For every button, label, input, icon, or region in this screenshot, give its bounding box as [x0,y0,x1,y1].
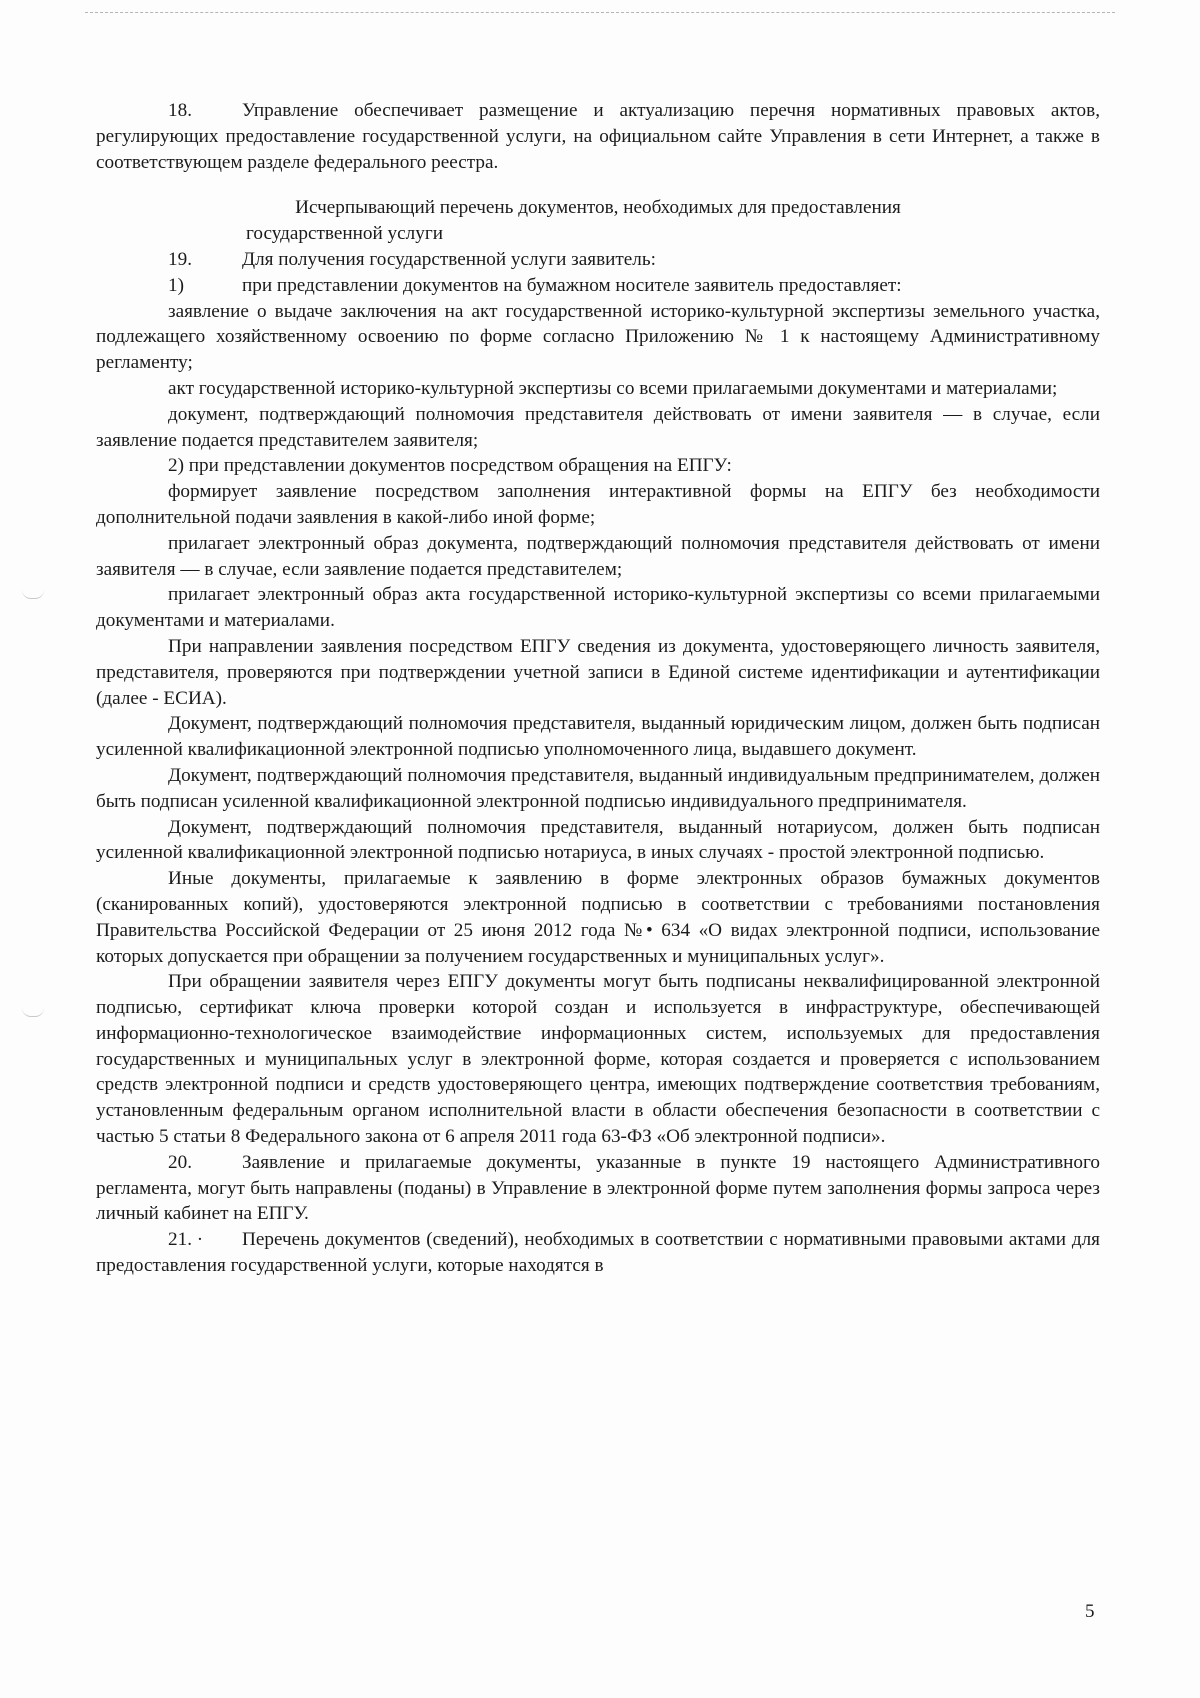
page-number: 5 [1085,1601,1095,1622]
paragraph-other-documents: Иные документы, прилагаемые к заявлению в форме электронных образов бумажных документов (сканированных копий), удостоверяются электронной подписью в соответствии с требованиями постановления Правительства Российской Федерации от 25 июня 2012 года №• 634 «О видах электронной подписи, использование которых допускается при обращении за получением государственных и муниципальных услуг». [96,868,1100,967]
paragraph-application: заявление о выдаче заключения на акт государственной историко-культурной экспертизы земельного участка, подлежащего хозяйственному освоению по форме согласно Приложению № 1 к настоящему Административному регламенту; [96,300,1100,374]
paragraph-image-act: прилагает электронный образ акта государственной историко-культурной экспертизы со всеми прилагаемыми документами и материалами. [96,584,1100,632]
section-heading: Исчерпывающий перечень документов, необходимых для предоставления государственной услуги [246,197,901,245]
paragraph-19-2: 2) при представлении документов посредством обращения на ЕПГУ: [168,455,732,477]
paragraph-text: Для получения государственной услуги заявитель: [242,248,656,270]
paragraph-number: 18. [168,100,192,121]
paragraph-number: 20. [168,1151,192,1173]
paragraph-20 [96,1150,1100,1227]
paragraph-text: Перечень документов (сведений), необходимых в соответствии с нормативными правовыми актами для предоставления государственной услуги, которые находятся в [96,1229,1100,1277]
paragraph-legal-entity: Документ, подтверждающий полномочия представителя, выданный юридическим лицом, должен быть подписан усиленной квалификационной электронной подписью уполномоченного лица, выдавшего документ. [96,713,1100,761]
paragraph-21 [96,1227,1100,1279]
document-body [96,98,1100,1279]
paragraph-text: Заявление и прилагаемые документы, указанные в пункте 19 настоящего Административного регламента, могут быть направлены (поданы) в Управление в электронной форме путем заполнения формы запроса через личный кабинет на ЕПГУ. [96,1151,1100,1225]
paragraph-entrepreneur: Документ, подтверждающий полномочия представителя, выданный индивидуальным предпринимателем, должен быть подписан усиленной квалификационной электронной подписью индивидуального предпринимателя. [96,764,1100,812]
paragraph-esia: При направлении заявления посредством ЕПГУ сведения из документа, удостоверяющего личность заявителя, представителя, проверяются при подтверждении учетной записи в Единой системе идентификации и аутентификации (далее - ЕСИА). [96,635,1100,709]
paragraph-text: при представлении документов на бумажном носителе заявитель предоставляет: [242,274,902,296]
margin-mark [22,1008,44,1017]
paragraph-act: акт государственной историко-культурной экспертизы со всеми прилагаемыми документами и материалами; [168,377,1058,399]
paragraph-number: 19. [168,248,192,270]
paragraph-19 [96,247,1100,273]
paragraph-text: Управление обеспечивает размещение и актуализацию перечня нормативных правовых актов, регулирующих предоставление государственной услуги, на официальном сайте Управления в сети Интернет, а также в соответствующем разделе федерального реестра. [96,100,1100,173]
scan-edge-line [85,12,1115,13]
paragraph-image-authority: прилагает электронный образ документа, подтверждающий полномочия представителя действовать от имени заявителя — в случае, если заявление подается представителем; [96,532,1100,580]
paragraph-number: 1) [168,274,184,296]
paragraph-19-1 [96,273,1100,299]
paragraph-number: 21. · [168,1229,204,1251]
paragraph-18 [96,98,1100,175]
paragraph-form: формирует заявление посредством заполнения интерактивной формы на ЕПГУ без необходимости дополнительной подачи заявления в какой-либо иной форме; [96,481,1100,528]
paragraph-authority: документ, подтверждающий полномочия представителя действовать от имени заявителя — в случае, если заявление подается представителем заявителя; [96,403,1100,451]
paragraph-notary: Документ, подтверждающий полномочия представителя, выданный нотариусом, должен быть подписан усиленной квалификационной электронной подписью нотариуса, в иных случаях - простой электронной подписью. [96,816,1100,864]
paragraph-unqualified-signature: При обращении заявителя через ЕПГУ документы могут быть подписаны неквалифицированной электронной подписью, сертификат ключа проверки которой создан и используется в инфраструктуре, обеспечивающей информационно-технологическое взаимодействие информационных систем, используемых для предоставления государственных и муниципальных услуг в электронной форме, которая создается и проверяется с использованием средств электронной подписи и средств удостоверяющего центра, имеющих подтверждение соответствия требованиям, установленным федеральным органом исполнительной власти в области обеспечения безопасности в соответствии с частью 5 статьи 8 Федерального закона от 6 апреля 2011 года 63-ФЗ «Об электронной подписи». [96,971,1100,1148]
margin-mark [22,590,44,599]
